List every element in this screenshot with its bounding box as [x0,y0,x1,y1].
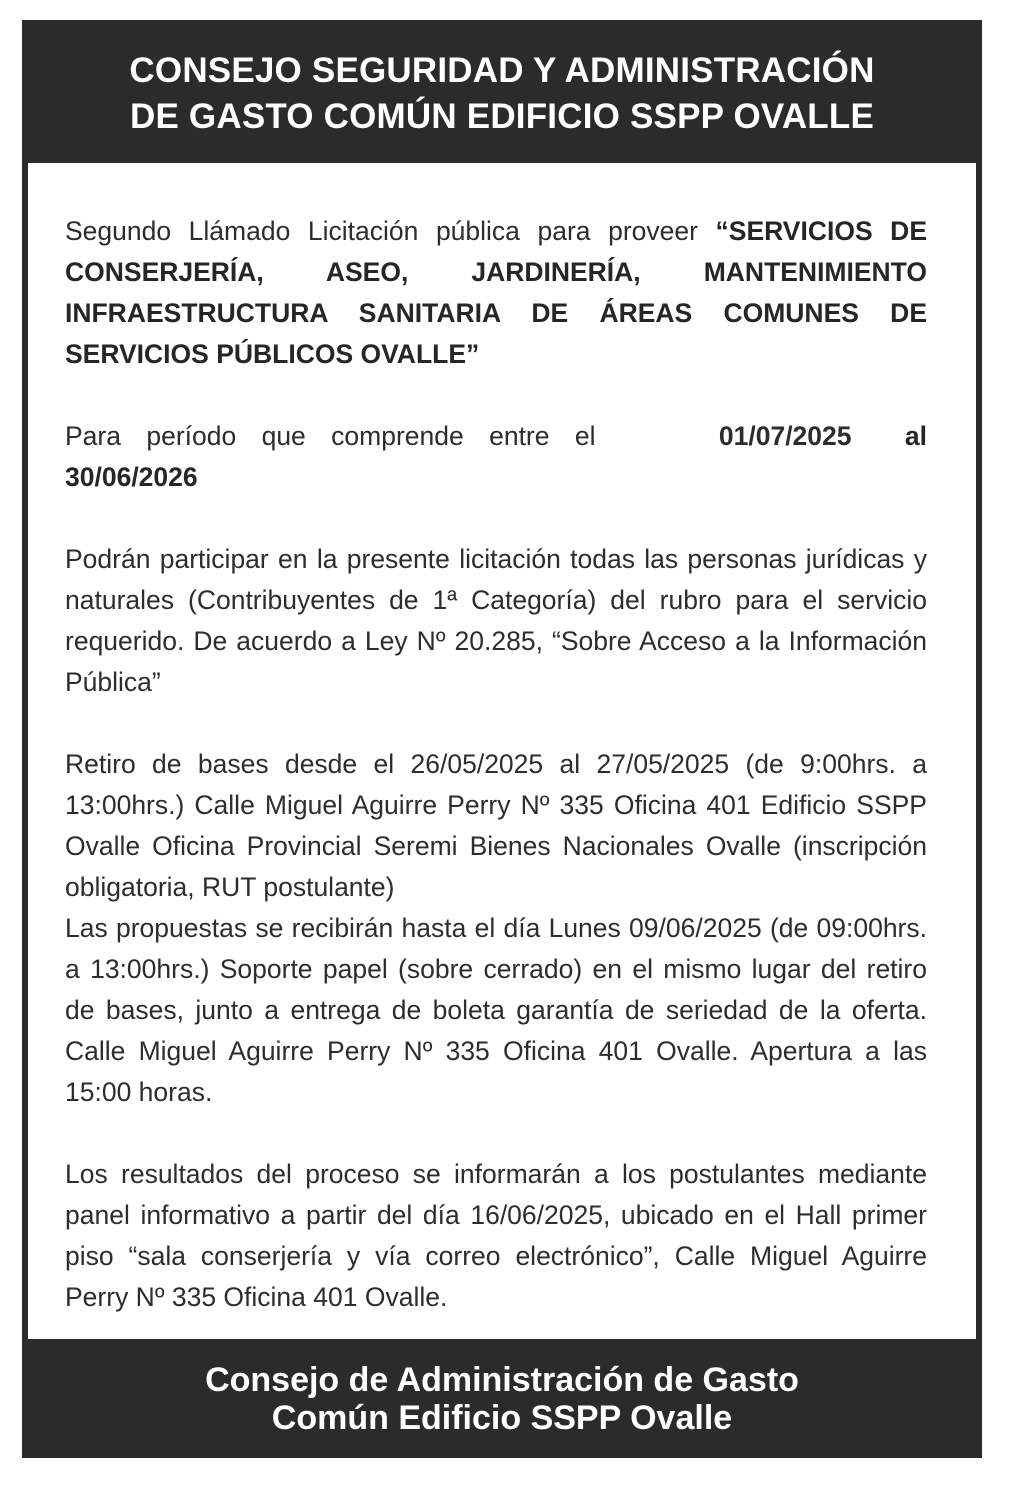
period-line [65,416,927,457]
period-connector: al [904,421,927,451]
footer-line-2: Común Edificio SSPP Ovalle [271,1398,733,1437]
bases-paragraph: Retiro de bases desde el 26/05/2025 al 27/05/2025 (de 9:00hrs. a 13:00hrs.) Calle Miguel Aguirre Perry Nº 335 Oficina 401 Edificio SSPP Ovalle Oficina Provincial Seremi Bienes Nacionales Ovalle (inscripción obligatoria, RUT postulante) [65,749,927,902]
results-paragraph: Los resultados del proceso se informarán a los postulantes mediante panel informativo a partir del día 16/06/2025, ubicado en el Hall primer piso “sala conserjería y vía correo electrónico”, Calle Miguel Aguirre Perry Nº 335 Oficina 401 Ovalle. [65,1159,927,1312]
title-line-2: DE GASTO COMÚN EDIFICIO SSPP OVALLE [129,96,875,136]
intro-paragraph [65,211,927,375]
service-name: “SERVICIOS DE CONSERJERÍA, ASEO, JARDINERÍA, MANTENIMIENTO INFRAESTRUCTURA SANITARIA DE ÁREAS COMUNES DE SERVICIOS PÚBLICOS OVALLE” [65,216,927,369]
footer-line-1: Consejo de Administración de Gasto [205,1360,799,1399]
intro-text: Segundo Llámado Licitación pública para proveer [65,216,716,246]
proposals-paragraph: Las propuestas se recibirán hasta el día Lunes 09/06/2025 (de 09:00hrs. a 13:00hrs.) Soporte papel (sobre cerrado) en el mismo lugar del retiro de bases, junto a entrega de boleta garantía de seriedad de la oferta. Calle Miguel Aguirre Perry Nº 335 Oficina 401 Ovalle. Apertura a las 15:00 horas. [65,913,927,1107]
participation-paragraph: Podrán participar en la presente licitación todas las personas jurídicas y naturales (Contribuyentes de 1ª Categoría) del rubro para el servicio requerido. De acuerdo a Ley Nº 20.285, “Sobre Acceso a la Información Pública” [65,544,927,697]
period-end: 30/06/2026 [65,462,198,492]
notice-header [22,20,982,163]
notice-frame [22,20,982,1458]
period-start: 01/07/2025 [718,421,852,451]
period-label: Para período que comprende entre el [65,421,596,451]
footer-title [205,1361,799,1437]
spacer [65,375,927,416]
period-end-line [65,457,927,498]
notice-title [129,44,874,140]
notice-content [65,211,927,1318]
spacer [65,703,927,744]
notice-footer [22,1339,982,1458]
title-line-1: CONSEJO SEGURIDAD Y ADMINISTRACIÓN [129,50,875,90]
spacer [65,498,927,539]
notice-body [28,163,976,1339]
spacer [65,1113,927,1154]
